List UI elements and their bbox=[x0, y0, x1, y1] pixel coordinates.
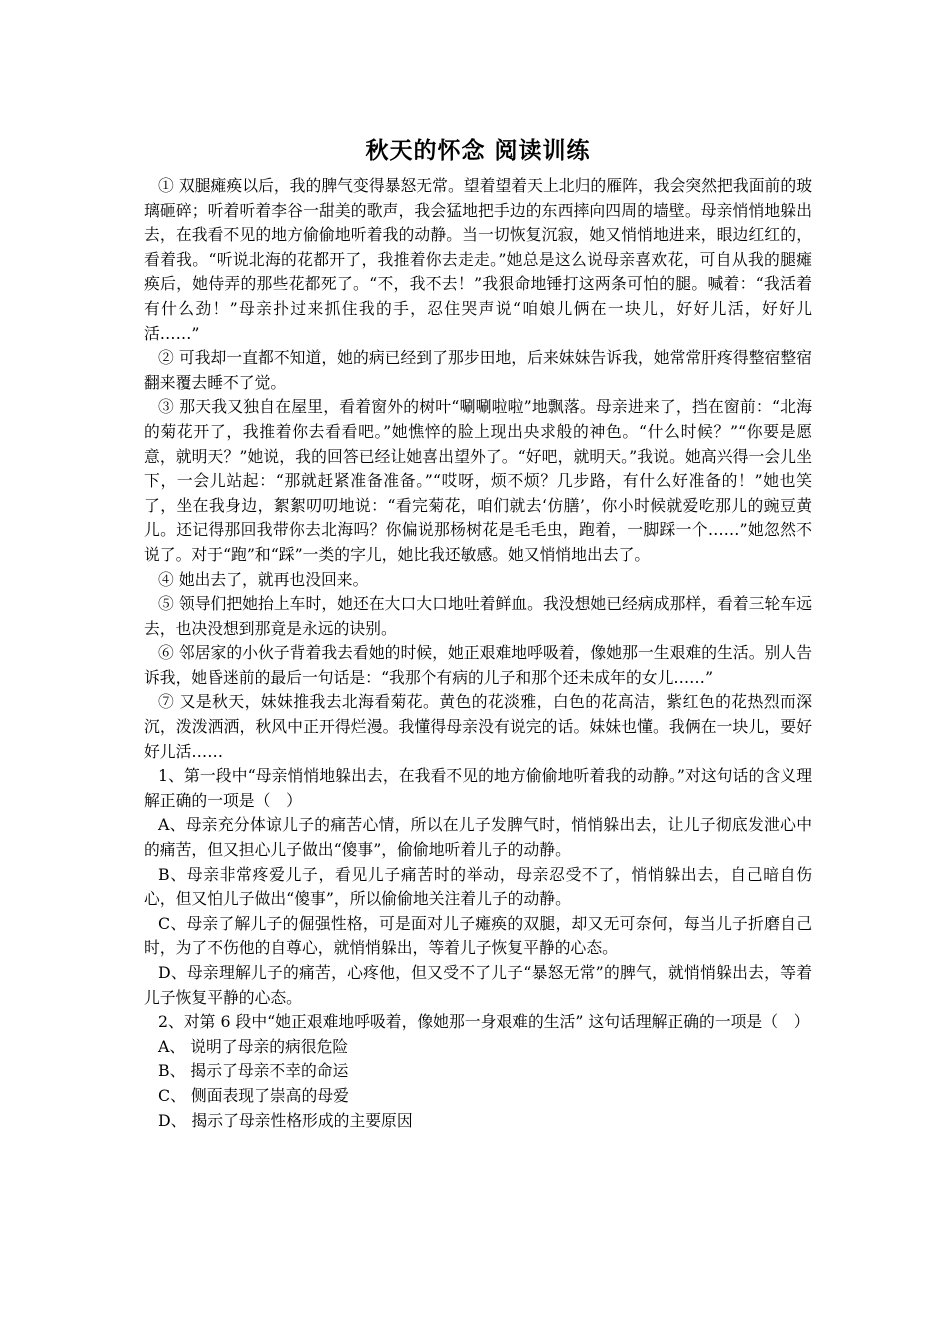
page-title: 秋天的怀念 阅读训练 bbox=[365, 138, 591, 164]
question-1-option-a: A、母亲充分体谅儿子的痛苦心情，所以在儿子发脾气时，悄悄躲出去，让儿子彻底发泄心中的痛苦，但又担心儿子做出“傻事”，偷偷地听着儿子的动静。 bbox=[144, 815, 812, 860]
paragraph-2: ② 可我却一直都不知道，她的病已经到了那步田地，后来妹妹告诉我，她常常肝疼得整宿整宿翻来覆去睡不了觉。 bbox=[144, 348, 812, 392]
paragraph-1: ① 双腿瘫痪以后，我的脾气变得暴怒无常。望着望着天上北归的雁阵，我会突然把我面前的玻璃砸碎；听着听着李谷一甜美的歌声，我会猛地把手边的东西摔向四周的墙壁。母亲悄悄地躲出去，在我看不见的地方偷偷地听着我的动静。当一切恢复沉寂，她又悄悄地进来，眼边红红的，看着我。“听说北海的花都开了，我推着你去走走。”她总是这么说母亲喜欢花，可自从我的腿瘫痪后，她侍弄的那些花都死了。“不，我不去！”我狠命地锤打这两条可怕的腿。喊着：“我活着有什么劲！”母亲扑过来抓住我的手，忍住哭声说“咱娘儿俩在一块儿，好好儿活，好好儿活……” bbox=[144, 176, 812, 343]
paragraph-5: ⑤ 领导们把她抬上车时，她还在大口大口地吐着鲜血。我没想她已经病成那样，看着三轮车远去，也决没想到那竟是永远的诀别。 bbox=[144, 594, 812, 638]
paragraph-7: ⑦ 又是秋天，妹妹推我去北海看菊花。黄色的花淡雅，白色的花高洁，紫红色的花热烈而深沉，泼泼洒洒，秋风中正开得烂漫。我懂得母亲没有说完的话。妹妹也懂。我俩在一块儿，要好好儿活…… bbox=[144, 692, 812, 761]
document-page bbox=[144, 128, 812, 1133]
question-1-option-b: B、母亲非常疼爱儿子，看见儿子痛苦时的举动，母亲忍受不了，悄悄躲出去，自己暗自伤心，但又怕儿子做出“傻事”，所以偷偷地关注着儿子的动静。 bbox=[144, 864, 812, 909]
question-2-option-c: C、 侧面表现了崇高的母爱 bbox=[158, 1085, 349, 1105]
question-2-option-d: D、 揭示了母亲性格形成的主要原因 bbox=[158, 1110, 413, 1130]
question-1-stem: 1、第一段中“母亲悄悄地躲出去，在我看不见的地方偷偷地听着我的动静。”对这句话的含义理解正确的一项是（ ） bbox=[144, 766, 812, 810]
paragraph-3: ③ 那天我又独自在屋里，看着窗外的树叶“唰唰啦啦”地飘落。母亲进来了，挡在窗前：“北海的菊花开了，我推着你去看看吧。”她憔悴的脸上现出央求般的神色。“什么时候？”“你要是愿意，就明天？”她说，我的回答已经让她喜出望外了。“好吧，就明天。”我说。她高兴得一会儿坐下，一会儿站起：“那就赶紧准备准备。”“哎呀，烦不烦？几步路，有什么好准备的！”她也笑了，坐在我身边，絮絮叨叨地说：“看完菊花，咱们就去‘仿膳’，你小时候就爱吃那儿的豌豆黄儿。还记得那回我带你去北海吗？你偏说那杨树花是毛毛虫，跑着，一脚踩一个……”她忽然不说了。对于“跑”和“踩”一类的字儿，她比我还敏感。她又悄悄地出去了。 bbox=[144, 397, 812, 564]
question-2-option-a: A、 说明了母亲的病很危险 bbox=[158, 1036, 349, 1056]
question-2-option-b: B、 揭示了母亲不幸的命运 bbox=[158, 1061, 349, 1081]
question-2-stem: 2、对第 6 段中“她正艰难地呼吸着，像她那一身艰难的生活” 这句话理解正确的一项是（ ） bbox=[158, 1012, 810, 1032]
question-1-option-c: C、母亲了解儿子的倔强性格，可是面对儿子瘫痪的双腿，却又无可奈何，每当儿子折磨自己时，为了不伤他的自尊心，就悄悄躲出，等着儿子恢复平静的心态。 bbox=[144, 913, 812, 958]
question-1-option-d: D、母亲理解儿子的痛苦，心疼他，但又受不了儿子“暴怒无常”的脾气，就悄悄躲出去，等着儿子恢复平静的心态。 bbox=[144, 963, 812, 1007]
paragraph-4: ④ 她出去了，就再也没回来。 bbox=[158, 569, 369, 589]
paragraph-6: ⑥ 邻居家的小伙子背着我去看她的时候，她正艰难地呼吸着，像她那一生艰难的生活。别人告诉我，她昏迷前的最后一句话是：“我那个有病的儿子和那个还未成年的女儿……” bbox=[144, 643, 812, 687]
